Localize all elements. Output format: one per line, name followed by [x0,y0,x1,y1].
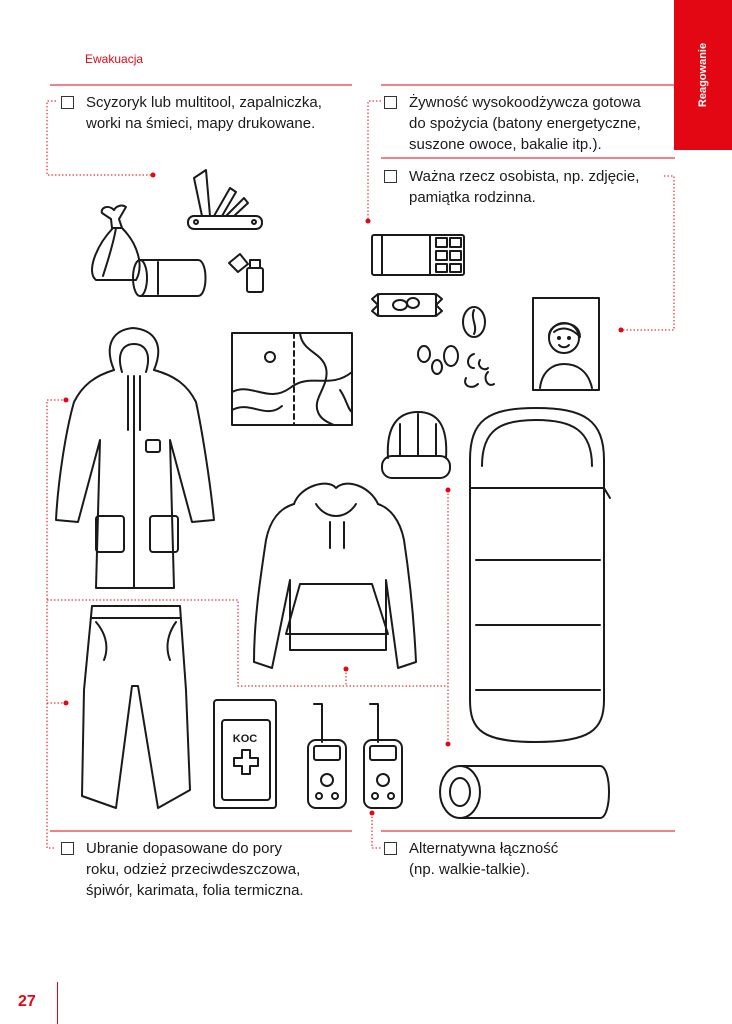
page-number: 27 [18,993,36,1010]
chocolate-bar-icon [372,235,464,275]
checkbox[interactable] [384,170,397,183]
first-aid-kit-label: KOC [232,733,258,745]
section-tab-label: Reagowanie [697,42,709,108]
section-label: Ewakuacja [85,52,144,66]
beanie-icon [382,412,450,478]
checklist-item-keepsake [384,166,639,208]
hoodie-icon [254,484,416,668]
footer-divider [57,982,58,1024]
item-text: Ubranie dopasowane do pory roku, odzież przeciwdeszczowa, śpiwór, karimata, folia termiczna. [86,840,304,899]
item-text: Ważna rzecz osobista, np. zdjęcie, pamiątka rodzinna. [409,168,640,206]
checkbox[interactable] [384,96,397,109]
map-icon [232,333,352,425]
sleeping-bag-icon [470,408,610,742]
lighter-icon [229,254,263,292]
item-text: Scyzoryk lub multitool, zapalniczka, worki na śmieci, mapy drukowane. [86,94,322,132]
trash-bag-roll-icon [133,260,206,296]
checkbox[interactable] [384,842,397,855]
first-aid-kit-icon [214,700,276,808]
energy-bar-icon [372,294,442,316]
trousers-icon [82,606,190,808]
leader-dots [64,173,624,816]
family-photo-icon [533,298,599,390]
walkie-talkie-icon [308,704,402,808]
checklist-item-tools [61,92,322,134]
checkbox[interactable] [61,96,74,109]
sleeping-mat-icon [440,766,609,818]
trash-bag-icon [92,206,140,280]
item-text: Żywność wysokoodżywcza gotowa do spożycia (batony energetyczne, suszone owoce, bakalie itp.). [409,94,641,153]
dried-fruit-nuts-icon [418,307,494,387]
multitool-icon [188,170,262,229]
item-text: Alternatywna łączność (np. walkie-talkie). [409,840,559,878]
checklist-item-communication [384,838,558,880]
checklist-item-clothing [61,838,304,901]
rain-jacket-icon [56,328,214,588]
checklist-item-food [384,92,641,155]
checkbox[interactable] [61,842,74,855]
